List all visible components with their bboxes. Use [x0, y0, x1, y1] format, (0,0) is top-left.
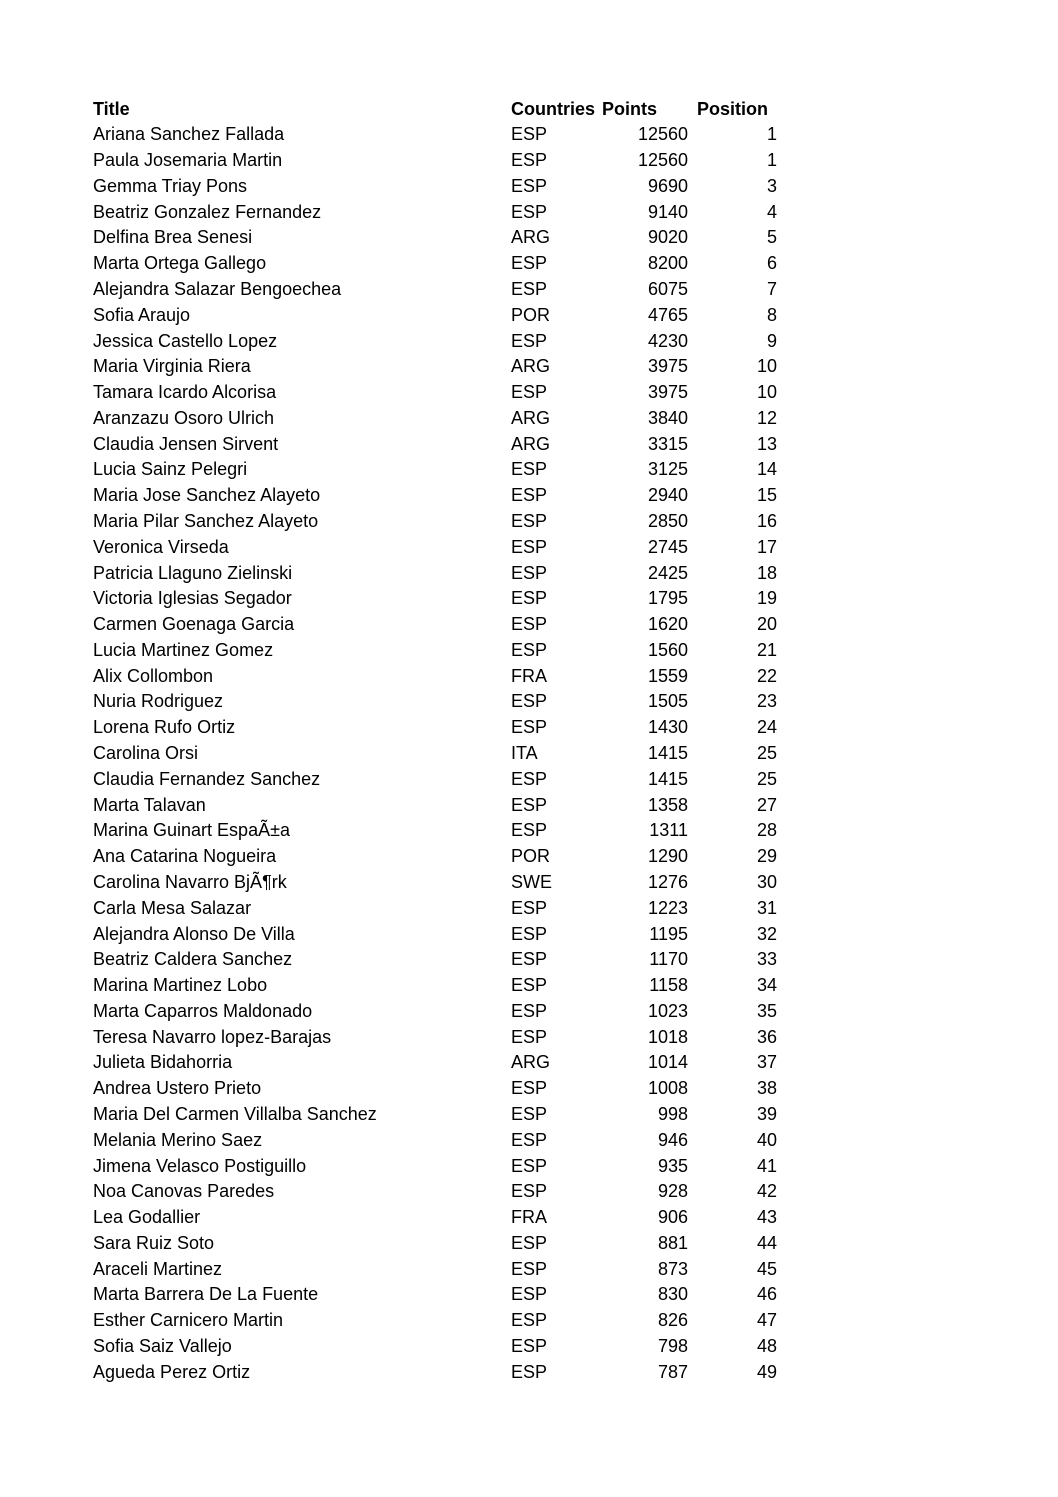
player-position-cell: 30 — [756, 871, 777, 892]
player-country-cell: ESP — [511, 1284, 548, 1305]
table-row — [93, 1102, 777, 1128]
player-name-cell: Lorena Rufo Ortiz — [93, 717, 236, 738]
player-position-cell: 14 — [756, 459, 777, 480]
player-country-cell: ESP — [511, 1336, 548, 1356]
table-row — [93, 741, 777, 767]
player-name-cell: Andrea Ustero Prieto — [93, 1078, 262, 1099]
player-position-cell: 17 — [756, 536, 777, 557]
player-points-cell: 1505 — [647, 691, 688, 712]
player-points-cell: 906 — [657, 1207, 688, 1228]
player-points-cell: 1620 — [647, 614, 688, 635]
column-header-position: Position — [697, 98, 768, 119]
player-country-cell: ESP — [511, 588, 548, 609]
player-position-cell: 4 — [766, 201, 777, 222]
player-name-cell: Teresa Navarro lopez-Barajas — [93, 1026, 332, 1047]
player-name-cell: Victoria Iglesias Segador — [93, 588, 292, 609]
player-name-cell: Lucia Martinez Gomez — [93, 639, 274, 660]
table-row — [93, 870, 777, 896]
table-row — [93, 715, 777, 741]
table-row — [93, 1050, 777, 1076]
player-position-cell: 24 — [756, 717, 777, 738]
player-name-cell: Patricia Llaguno Zielinski — [93, 562, 293, 583]
table-row — [93, 793, 777, 819]
player-name-cell: Melania Merino Saez — [93, 1129, 263, 1150]
player-points-cell: 1276 — [647, 871, 688, 892]
player-points-cell: 4230 — [647, 330, 688, 351]
table-row — [93, 1360, 777, 1386]
player-points-cell: 1415 — [647, 768, 688, 789]
player-position-cell: 10 — [756, 382, 777, 403]
player-name-cell: Beatriz Gonzalez Fernandez — [93, 201, 322, 222]
player-points-cell: 1430 — [647, 717, 688, 738]
player-country-cell: ESP — [511, 639, 548, 660]
player-points-cell: 1559 — [647, 665, 688, 686]
player-position-cell: 22 — [756, 665, 777, 686]
table-row — [93, 1076, 777, 1102]
player-position-cell: 15 — [756, 485, 777, 506]
player-points-cell: 3975 — [647, 382, 688, 403]
table-row — [93, 200, 777, 226]
player-country-cell: ESP — [511, 1258, 548, 1279]
player-position-cell: 37 — [756, 1052, 777, 1073]
table-row — [93, 148, 777, 174]
player-position-cell: 25 — [756, 768, 777, 789]
table-row — [93, 1231, 777, 1257]
player-points-cell: 830 — [657, 1284, 688, 1305]
player-country-cell: ESP — [511, 511, 548, 531]
player-points-cell: 3315 — [647, 433, 688, 454]
player-country-cell: ITA — [511, 743, 538, 764]
player-country-cell: ESP — [511, 1310, 548, 1331]
player-name-cell: Beatriz Caldera Sanchez — [93, 949, 293, 970]
player-position-cell: 35 — [756, 1000, 777, 1021]
player-position-cell: 42 — [756, 1181, 777, 1202]
table-row — [93, 406, 777, 432]
player-name-cell: Alejandra Alonso De Villa — [93, 923, 295, 944]
column-header-title: Title — [93, 98, 130, 119]
table-row — [93, 277, 777, 303]
player-position-cell: 8 — [766, 304, 777, 325]
player-name-cell: Noa Canovas Paredes — [93, 1181, 275, 1202]
player-country-cell: ESP — [511, 1232, 548, 1253]
player-country-cell: ESP — [511, 768, 548, 789]
player-points-cell: 3125 — [647, 459, 688, 480]
player-name-cell: Julieta Bidahorria — [93, 1052, 233, 1073]
player-points-cell: 12560 — [637, 124, 688, 145]
player-country-cell: ESP — [511, 175, 548, 196]
table-row — [93, 509, 777, 535]
player-country-cell: ESP — [511, 124, 548, 145]
player-country-cell: ESP — [511, 382, 548, 403]
player-country-cell: ESP — [511, 1155, 548, 1176]
player-points-cell: 1195 — [649, 923, 688, 944]
table-row — [93, 1128, 777, 1154]
player-points-cell: 1290 — [647, 846, 688, 867]
player-name-cell: Maria Jose Sanchez Alayeto — [93, 485, 321, 506]
player-country-cell: ESP — [511, 1361, 548, 1382]
table-row — [93, 896, 777, 922]
table-row — [93, 380, 777, 406]
player-country-cell: ESP — [511, 820, 548, 841]
player-country-cell: ESP — [511, 562, 548, 583]
player-country-cell: ESP — [511, 923, 548, 944]
player-points-cell: 1560 — [647, 639, 688, 660]
player-position-cell: 19 — [756, 588, 777, 609]
player-country-cell: FRA — [511, 1207, 547, 1228]
player-points-cell: 4765 — [647, 304, 688, 325]
player-country-cell: ESP — [511, 691, 548, 712]
player-position-cell: 44 — [756, 1232, 777, 1253]
player-points-cell: 12560 — [637, 150, 688, 171]
column-header-countries: Countries — [511, 98, 596, 119]
player-points-cell: 1311 — [649, 820, 688, 841]
player-country-cell: ESP — [511, 1103, 548, 1124]
player-points-cell: 1170 — [649, 949, 688, 970]
table-row — [93, 818, 777, 844]
table-row — [93, 1179, 777, 1205]
player-name-cell: Carmen Goenaga Garcia — [93, 614, 295, 635]
player-name-cell: Marina Martinez Lobo — [93, 975, 268, 996]
player-country-cell: ARG — [511, 227, 551, 248]
table-row — [93, 1308, 777, 1334]
player-name-cell: Marta Caparros Maldonado — [93, 1000, 313, 1021]
player-country-cell: FRA — [511, 665, 547, 686]
player-name-cell: Nuria Rodriguez — [93, 691, 224, 712]
player-position-cell: 41 — [756, 1155, 777, 1176]
player-country-cell: ESP — [511, 150, 548, 171]
player-name-cell: Esther Carnicero Martin — [93, 1310, 284, 1331]
player-position-cell: 45 — [756, 1258, 777, 1279]
table-row — [93, 1154, 777, 1180]
table-row — [93, 561, 777, 587]
player-name-cell: Agueda Perez Ortiz — [93, 1361, 251, 1382]
player-position-cell: 3 — [766, 175, 777, 196]
player-name-cell: Marta Ortega Gallego — [93, 253, 267, 274]
player-name-cell: Delfina Brea Senesi — [93, 227, 253, 248]
player-points-cell: 9690 — [647, 175, 688, 196]
player-position-cell: 13 — [756, 433, 777, 454]
table-row — [93, 612, 777, 638]
player-name-cell: Alix Collombon — [93, 665, 214, 686]
player-points-cell: 9020 — [647, 227, 688, 248]
table-row — [93, 432, 777, 458]
player-country-cell: ESP — [511, 897, 548, 918]
player-points-cell: 881 — [657, 1232, 688, 1253]
player-position-cell: 6 — [766, 253, 777, 274]
player-points-cell: 1008 — [647, 1078, 688, 1099]
player-name-cell: Carolina Orsi — [93, 743, 199, 764]
player-position-cell: 40 — [756, 1129, 777, 1150]
player-points-cell: 998 — [657, 1103, 688, 1124]
player-name-cell: Ariana Sanchez Fallada — [93, 124, 285, 145]
player-points-cell: 1023 — [647, 1000, 688, 1021]
player-name-cell: Claudia Jensen Sirvent — [93, 433, 279, 454]
table-row — [93, 354, 777, 380]
player-country-cell: POR — [511, 846, 551, 867]
table-row — [93, 664, 777, 690]
table-row — [93, 174, 777, 200]
player-country-cell: SWE — [511, 871, 553, 892]
player-name-cell: Claudia Fernandez Sanchez — [93, 768, 321, 789]
player-position-cell: 28 — [756, 820, 777, 841]
player-name-cell: Jessica Castello Lopez — [93, 330, 278, 351]
player-name-cell: Alejandra Salazar Bengoechea — [93, 278, 342, 299]
player-position-cell: 20 — [756, 614, 777, 635]
player-points-cell: 946 — [657, 1129, 688, 1150]
player-points-cell: 787 — [657, 1361, 688, 1382]
player-name-cell: Paula Josemaria Martin — [93, 150, 283, 171]
player-position-cell: 31 — [756, 897, 777, 918]
player-position-cell: 34 — [756, 975, 777, 996]
player-country-cell: ARG — [511, 356, 551, 377]
table-row — [93, 973, 777, 999]
player-position-cell: 27 — [756, 794, 777, 815]
player-points-cell: 1018 — [647, 1026, 688, 1047]
player-points-cell: 873 — [657, 1258, 688, 1279]
player-points-cell: 2425 — [647, 562, 688, 583]
table-row — [93, 251, 777, 277]
player-position-cell: 33 — [756, 949, 777, 970]
player-points-cell: 2850 — [647, 511, 688, 531]
player-country-cell: ESP — [511, 330, 548, 351]
player-country-cell: ESP — [511, 536, 548, 557]
player-name-cell: Maria Pilar Sanchez Alayeto — [93, 511, 319, 531]
player-country-cell: ESP — [511, 794, 548, 815]
player-position-cell: 32 — [756, 923, 777, 944]
player-position-cell: 7 — [766, 278, 777, 299]
player-position-cell: 39 — [756, 1103, 777, 1124]
player-points-cell: 1014 — [647, 1052, 688, 1073]
table-row — [93, 638, 777, 664]
player-name-cell: Sofia Araujo — [93, 304, 191, 325]
player-position-cell: 1 — [766, 150, 777, 171]
player-points-cell: 2940 — [647, 485, 688, 506]
player-name-cell: Maria Virginia Riera — [93, 356, 251, 377]
player-points-cell: 935 — [657, 1155, 688, 1176]
player-position-cell: 21 — [756, 639, 777, 660]
player-name-cell: Tamara Icardo Alcorisa — [93, 382, 277, 403]
player-points-cell: 6075 — [647, 278, 688, 299]
player-points-cell: 1795 — [647, 588, 688, 609]
player-position-cell: 12 — [756, 407, 777, 428]
player-name-cell: Ana Catarina Nogueira — [93, 846, 277, 867]
player-position-cell: 43 — [756, 1207, 777, 1228]
player-name-cell: Carolina Navarro BjÃ¶rk — [93, 871, 287, 892]
player-name-cell: Lea Godallier — [93, 1207, 201, 1228]
player-points-cell: 3975 — [647, 356, 688, 377]
table-row — [93, 1334, 777, 1360]
player-name-cell: Araceli Martinez — [93, 1258, 223, 1279]
player-country-cell: ESP — [511, 1078, 548, 1099]
column-header-points: Points — [602, 98, 658, 119]
player-points-cell: 1223 — [647, 897, 688, 918]
player-points-cell: 798 — [657, 1336, 688, 1356]
player-position-cell: 23 — [756, 691, 777, 712]
table-row — [93, 1205, 777, 1231]
player-points-cell: 2745 — [647, 536, 688, 557]
player-country-cell: ESP — [511, 485, 548, 506]
player-points-cell: 9140 — [647, 201, 688, 222]
player-name-cell: Gemma Triay Pons — [93, 175, 248, 196]
player-points-cell: 1358 — [647, 794, 688, 815]
table-row — [93, 483, 777, 509]
player-name-cell: Lucia Sainz Pelegri — [93, 459, 248, 480]
player-country-cell: ESP — [511, 1000, 548, 1021]
player-position-cell: 36 — [756, 1026, 777, 1047]
player-position-cell: 1 — [766, 124, 777, 145]
player-country-cell: ESP — [511, 1129, 548, 1150]
table-row — [93, 535, 777, 561]
table-row — [93, 947, 777, 973]
player-points-cell: 1158 — [649, 975, 688, 996]
player-country-cell: ARG — [511, 407, 551, 428]
player-name-cell: Sara Ruiz Soto — [93, 1232, 215, 1253]
table-header-row — [93, 97, 777, 123]
table-row — [93, 225, 777, 251]
table-body — [93, 122, 777, 1385]
player-position-cell: 46 — [756, 1284, 777, 1305]
player-name-cell: Marta Talavan — [93, 794, 206, 815]
player-country-cell: ESP — [511, 975, 548, 996]
player-country-cell: ESP — [511, 1026, 548, 1047]
player-country-cell: ESP — [511, 459, 548, 480]
player-position-cell: 16 — [756, 511, 777, 531]
player-points-cell: 8200 — [647, 253, 688, 274]
table-row — [93, 457, 777, 483]
player-country-cell: ARG — [511, 433, 551, 454]
player-position-cell: 9 — [766, 330, 777, 351]
player-points-cell: 1415 — [647, 743, 688, 764]
table-row — [93, 329, 777, 355]
player-country-cell: ARG — [511, 1052, 551, 1073]
player-position-cell: 10 — [756, 356, 777, 377]
player-position-cell: 25 — [756, 743, 777, 764]
player-name-cell: Marina Guinart EspaÃ±a — [93, 820, 290, 841]
player-country-cell: POR — [511, 304, 551, 325]
table-row — [93, 1025, 777, 1051]
table-row — [93, 122, 777, 148]
table-row — [93, 689, 777, 715]
player-position-cell: 38 — [756, 1078, 777, 1099]
player-name-cell: Marta Barrera De La Fuente — [93, 1284, 319, 1305]
player-position-cell: 49 — [756, 1361, 777, 1382]
player-position-cell: 5 — [766, 227, 777, 248]
player-position-cell: 48 — [756, 1336, 777, 1356]
ranking-table — [93, 97, 777, 1386]
player-country-cell: ESP — [511, 717, 548, 738]
table-row — [93, 999, 777, 1025]
player-name-cell: Maria Del Carmen Villalba Sanchez — [93, 1103, 377, 1124]
table-row — [93, 586, 777, 612]
player-points-cell: 928 — [657, 1181, 688, 1202]
table-row — [93, 303, 777, 329]
table-row — [93, 844, 777, 870]
player-name-cell: Carla Mesa Salazar — [93, 897, 252, 918]
player-points-cell: 3840 — [647, 407, 688, 428]
player-country-cell: ESP — [511, 614, 548, 635]
table-row — [93, 1282, 777, 1308]
player-position-cell: 29 — [756, 846, 777, 867]
player-points-cell: 826 — [657, 1310, 688, 1331]
player-position-cell: 47 — [756, 1310, 777, 1331]
player-country-cell: ESP — [511, 201, 548, 222]
player-position-cell: 18 — [756, 562, 777, 583]
player-country-cell: ESP — [511, 1181, 548, 1202]
table-row — [93, 767, 777, 793]
player-name-cell: Sofia Saiz Vallejo — [93, 1336, 232, 1356]
table-row — [93, 922, 777, 948]
table-row — [93, 1257, 777, 1283]
player-country-cell: ESP — [511, 278, 548, 299]
player-name-cell: Aranzazu Osoro Ulrich — [93, 407, 275, 428]
player-country-cell: ESP — [511, 253, 548, 274]
player-country-cell: ESP — [511, 949, 548, 970]
player-name-cell: Veronica Virseda — [93, 536, 229, 557]
player-name-cell: Jimena Velasco Postiguillo — [93, 1155, 307, 1176]
